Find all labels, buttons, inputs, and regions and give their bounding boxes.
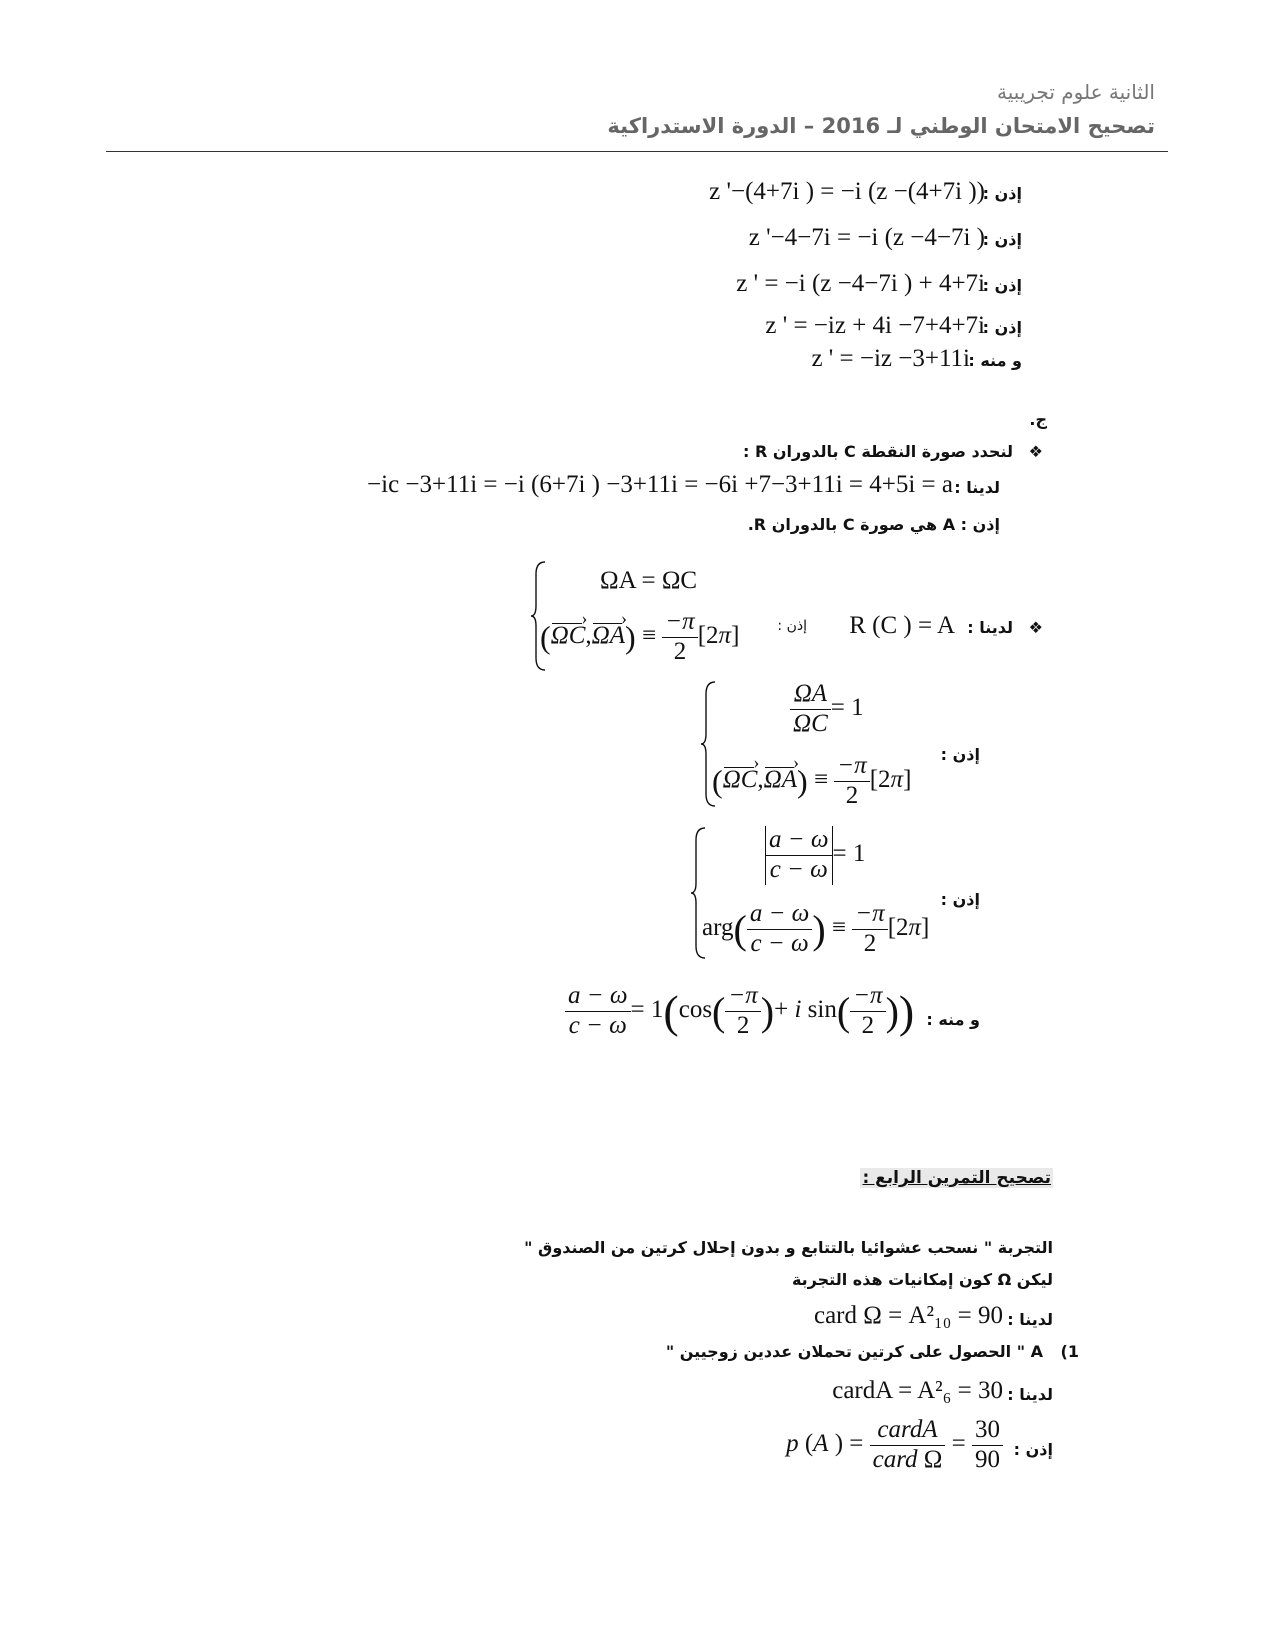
- eq-sys3-arg: arg( $\frac{a - \omega}{c - \omega}$ ) ≡ $\frac{-\pi}{2}$ [2π]: [702, 900, 930, 957]
- bullet-diamond-icon-2: ❖: [1028, 620, 1043, 637]
- label-small-idhan: إذن :: [777, 618, 807, 634]
- eq-line-1: z '−(4+7i ) = −i (z −(4+7i )): [709, 178, 985, 205]
- eq-sys1-top: ΩA = ΩC: [600, 567, 698, 594]
- eq-sys3-modulus: $\frac{a - \omega}{c - \omega}$ = 1: [765, 826, 865, 885]
- header-divider: [106, 151, 1168, 152]
- label-idhan-6: إذن :: [940, 890, 980, 909]
- header-title: تصحيح الامتحان الوطني لـ 2016 – الدورة الاستدراكية: [607, 114, 1155, 138]
- eq-sys2-angle: (ΩC ›,ΩA ›) ≡ $\frac{-\pi}{2}$ [2π]: [712, 752, 911, 811]
- label-idhan-5: إذن :: [940, 745, 980, 764]
- eq-card-a: cardA = A²₆ = 30: [832, 1377, 1003, 1404]
- label-idhan-7: إذن :: [1013, 1440, 1053, 1459]
- label-ladayna-4: لدينا :: [1007, 1385, 1053, 1404]
- sin-word: sin: [807, 995, 837, 1023]
- conclusion-text: إذن : A هي صورة C بالدوران R.: [747, 515, 1000, 534]
- eq-image-calc: −ic −3+11i = −i (6+7i ) −3+11i = −6i +7−3+11i = 4+5i = a: [367, 471, 953, 498]
- item-number-1: 1): [1060, 1342, 1079, 1361]
- label-idhan-1: إذن :: [982, 184, 1022, 203]
- eq-rotation: R (C ) = A: [849, 612, 955, 639]
- label-wa-minhu-2: و منه :: [926, 1010, 980, 1029]
- part-j-label: ج.: [1029, 410, 1047, 429]
- universe-text: ليكن Ω كون إمكانيات هذه التجربة: [791, 1270, 1053, 1289]
- eq-ratio-rhs: = 1: [830, 693, 864, 721]
- experiment-text: التجربة " نسحب عشوائيا بالتتابع و بدون إحلال كرتين من الصندوق ": [524, 1238, 1053, 1257]
- label-ladayna-1: لدينا :: [954, 478, 1000, 497]
- label-idhan-2: إذن :: [982, 230, 1022, 249]
- event-a-text: A " الحصول على كرتين تحملان عددين زوجيين ": [665, 1342, 1043, 1361]
- eq-trig-form: $\frac{a - \omega}{c - \omega}$ = 1(cos( $\frac{-\pi}{2}$ )+ i sin( $\frac{-\pi}{2}$ )): [565, 982, 914, 1041]
- eq-card-omega: card Ω = A²₁₀ = 90: [813, 1302, 1003, 1329]
- arg-word: arg: [702, 913, 734, 941]
- exercise4-heading: تصحيح التمرين الرابع :: [862, 1168, 1051, 1188]
- bullet-diamond-icon: ❖: [1028, 444, 1043, 461]
- eq-line-5: z ' = −iz −3+11i: [811, 345, 970, 372]
- eq-sys1-angle: (ΩC ›,ΩA ›) ≡ $\frac{-\pi}{2}$ [2π]: [540, 608, 739, 667]
- label-ladayna-2: لدينا :: [967, 618, 1013, 637]
- eq-line-2: z '−4−7i = −i (z −4−7i ): [748, 224, 985, 251]
- label-wa-minhu-1: و منه :: [968, 351, 1022, 370]
- bullet-image-text: لنحدد صورة النقطة C بالدوران R :: [743, 442, 1013, 461]
- header-level: الثانية علوم تجريبية: [997, 80, 1155, 104]
- eq-line-4: z ' = −iz + 4i −7+4+7i: [765, 312, 985, 339]
- eq-line-3: z ' = −i (z −4−7i ) + 4+7i: [736, 270, 985, 297]
- label-ladayna-3: لدينا :: [1007, 1310, 1053, 1329]
- label-idhan-3: إذن :: [982, 276, 1022, 295]
- label-idhan-4: إذن :: [982, 318, 1022, 337]
- cos-word: cos: [678, 995, 713, 1023]
- eq-sys2-ratio: $\frac{\Omega A}{\Omega C}$ = 1: [790, 680, 864, 739]
- eq-prob-a: p (A ) = $\frac{\text{cardA}}{\text{card Ω}}$ = $\frac{30}{90}$: [786, 1416, 1003, 1475]
